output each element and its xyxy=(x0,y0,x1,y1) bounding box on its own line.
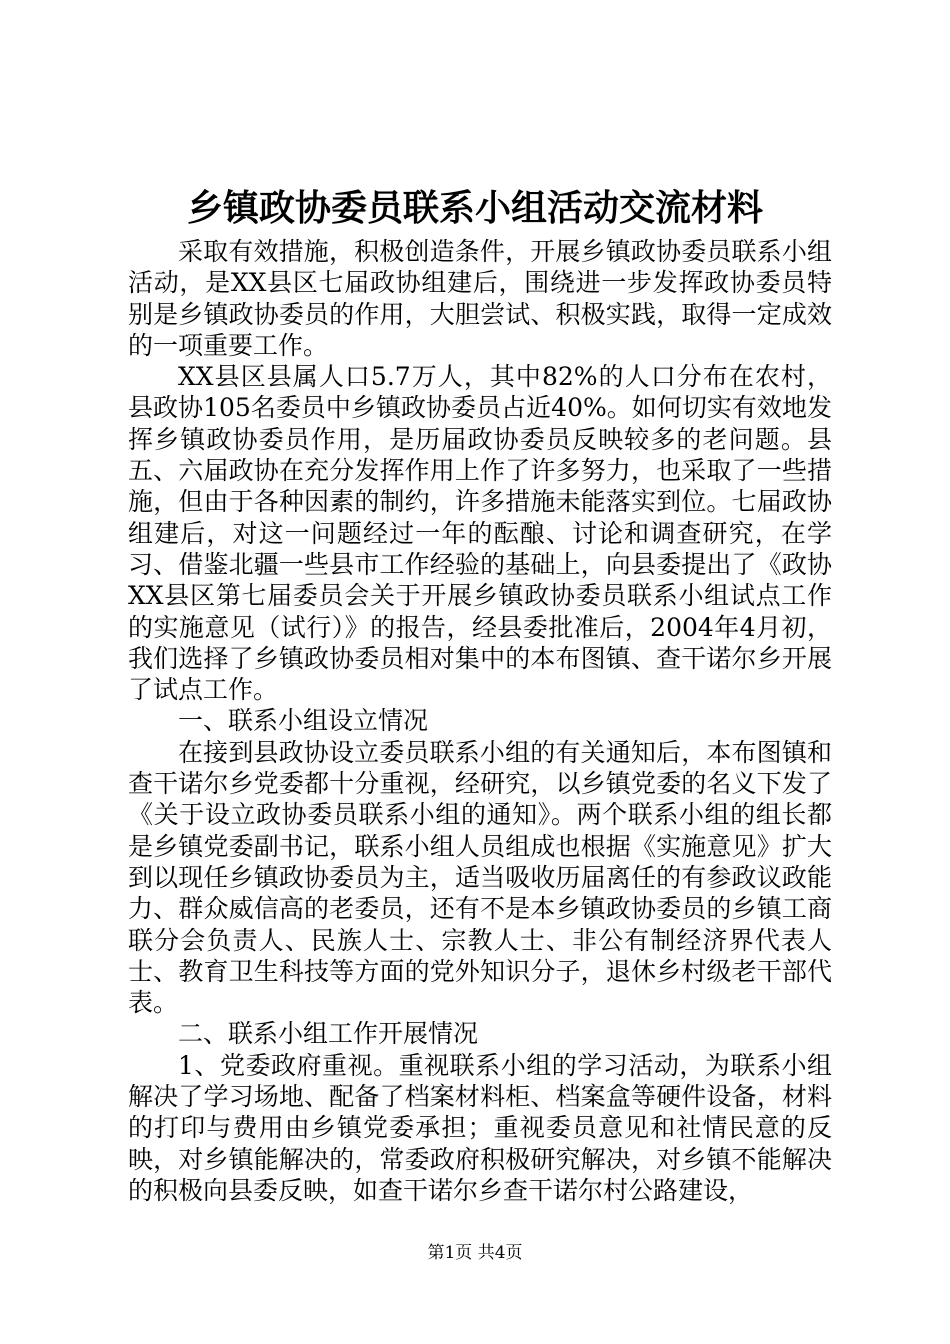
section-heading-2: 二、联系小组工作开展情况 xyxy=(178,1019,479,1049)
paragraph-setup: 在接到县政协设立委员联系小组的有关通知后，本布图镇和查干诺尔乡党委都十分重视，经研究，以乡镇党委的名义下发了《关于设立政协委员联系小组的通知》。两个联系小组的组长都是乡镇党委副书记，联系小组人员组成也根据《实施意见》扩大到以现任乡镇政协委员为主，适当吸收历届离任的有参政议政能力、群众威信高的老委员，还有不是本乡镇政协委员的乡镇工商联分会负责人、民族人士、宗教人士、非公有制经济界代表人士、教育卫生科技等方面的党外知识分子，退休乡村级老干部代表。 xyxy=(128,737,832,1018)
paragraph-work: 1、党委政府重视。重视联系小组的学习活动，为联系小组解决了学习场地、配备了档案材料柜、档案盒等硬件设备，材料的打印与费用由乡镇党委承担；重视委员意见和社情民意的反映，对乡镇能解决的，常委政府积极研究解决，对乡镇不能解决的积极向县委反映，如查干诺尔乡查干诺尔村公路建设， xyxy=(128,1050,832,1205)
paragraph-background: XX县区县属人口5.7万人，其中82%的人口分布在农村，县政协105名委员中乡镇政协委员占近40%。如何切实有效地发挥乡镇政协委员作用，是历届政协委员反映较多的老问题。县五、六届政协在充分发挥作用上作了许多努力，也采取了一些措施，但由于各种因素的制约，许多措施未能落实到位。七届政协组建后，对这一问题经过一年的酝酿、讨论和调查研究，在学习、借鉴北疆一些县市工作经验的基础上，向县委提出了《政协XX县区第七届委员会关于开展乡镇政协委员联系小组试点工作的实施意见（试行）》的报告，经县委批准后，2004年4月初，我们选择了乡镇政协委员相对集中的本布图镇、查干诺尔乡开展了试点工作。 xyxy=(128,362,832,705)
section-heading-1: 一、联系小组设立情况 xyxy=(178,706,429,736)
paragraph-intro: 采取有效措施，积极创造条件，开展乡镇政协委员联系小组活动，是XX县区七届政协组建后，围绕进一步发挥政协委员特别是乡镇政协委员的作用，大胆尝试、积极实践，取得一定成效的一项重要工作。 xyxy=(128,237,832,360)
page-number: 第1页 共4页 xyxy=(427,1243,523,1263)
document-body xyxy=(128,236,832,1206)
document-title: 乡镇政协委员联系小组活动交流材料 xyxy=(186,187,763,229)
